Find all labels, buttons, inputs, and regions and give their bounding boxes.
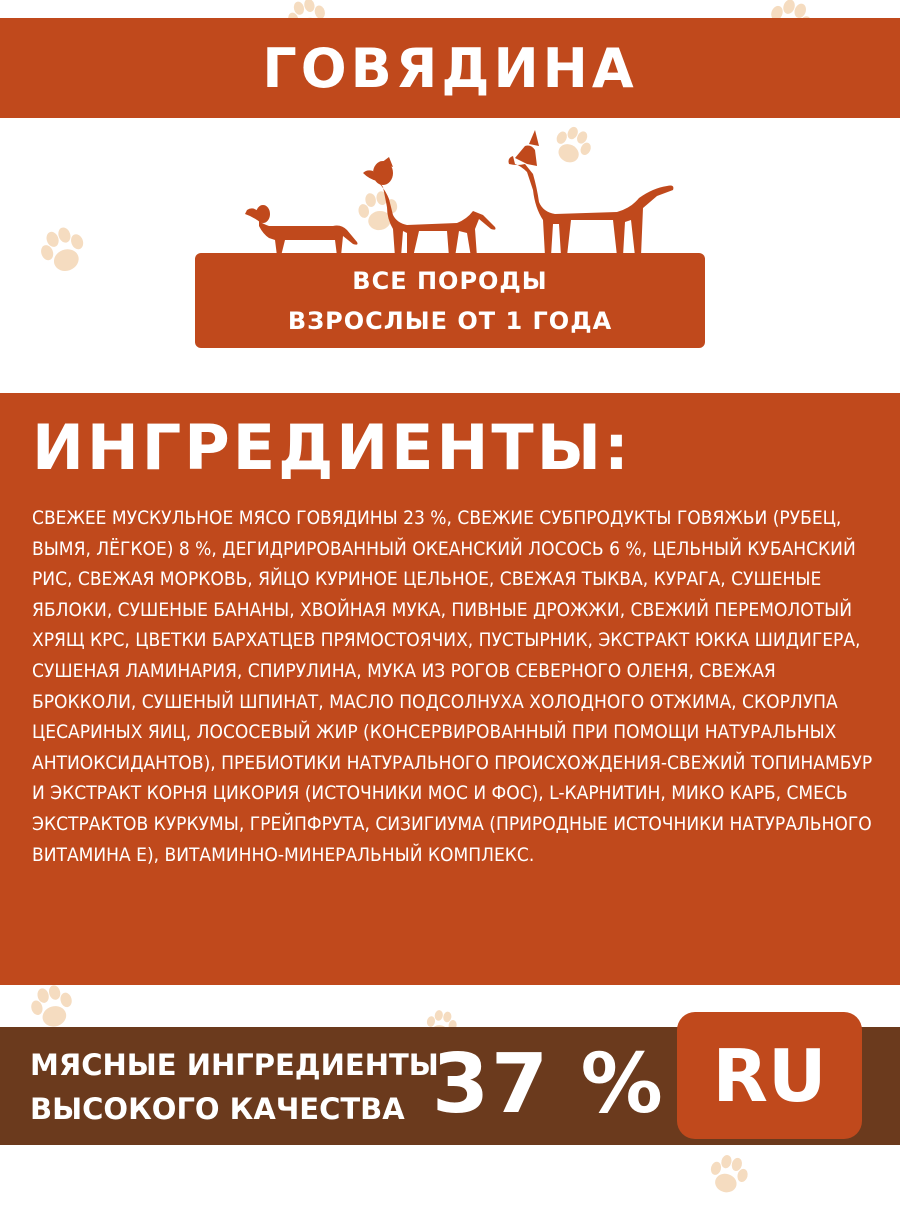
dog-silhouettes — [245, 128, 675, 258]
breed-info-box — [195, 253, 705, 348]
paw-print-icon — [26, 214, 100, 288]
meat-label-line1: МЯСНЫЕ ИНГРЕДИЕНТЫ — [30, 1048, 439, 1082]
title-banner — [0, 18, 900, 118]
language-badge — [677, 1012, 862, 1139]
ingredients-heading: ИНГРЕДИЕНТЫ: — [32, 411, 632, 484]
meat-percent: 37 % — [432, 1037, 665, 1132]
pointer-dog-icon — [363, 153, 498, 258]
language-code: RU — [712, 1033, 827, 1118]
meat-label-line2: ВЫСОКОГО КАЧЕСТВА — [30, 1092, 405, 1126]
breed-line-all-breeds: ВСЕ ПОРОДЫ — [352, 266, 548, 295]
dachshund-icon — [245, 198, 360, 258]
product-title: ГОВЯДИНА — [262, 36, 638, 100]
breed-line-age: ВЗРОСЛЫЕ ОТ 1 ГОДА — [287, 306, 613, 335]
ingredients-section — [0, 393, 900, 985]
ingredients-text: СВЕЖЕЕ МУСКУЛЬНОЕ МЯСО ГОВЯДИНЫ 23 %, СВЕЖИЕ СУБПРОДУКТЫ ГОВЯЖЬИ (РУБЕЦ, ВЫМЯ, ЛЁГКОЕ) 8 %, ДЕГИДРИРОВАННЫЙ ОКЕАНСКИЙ ЛОСОСЬ 6 %, ЦЕЛЬНЫЙ КУБАНСКИЙ РИС, СВЕЖАЯ МОРКОВЬ, ЯЙЦО КУРИНОЕ ЦЕЛЬНОЕ, СВЕЖАЯ ТЫКВА, КУРАГА, СУШЕНЫЕ ЯБЛОКИ, СУШЕНЫЕ БАНАНЫ, ХВОЙНАЯ МУКА, ПИВНЫЕ ДРОЖЖИ, СВЕЖИЙ ПЕРЕМОЛОТЫЙ ХРЯЩ КРС, ЦВЕТКИ БАРХАТЦЕВ ПРЯМОСТОЯЧИХ, ПУСТЫРНИК, ЭКСТРАКТ ЮККА ШИДИГЕРА, СУШЕНАЯ ЛАМИНАРИЯ, СПИРУЛИНА, МУКА ИЗ РОГОВ СЕВЕРНОГО ОЛЕНЯ, СВЕЖАЯ БРОККОЛИ, СУШЕНЫЙ ШПИНАТ, МАСЛО ПОДСОЛНУХА ХОЛОДНОГО ОТЖИМА, СКОРЛУПА ЦЕСАРИНЫХ ЯИЦ, ЛОСОСЕВЫЙ ЖИР (КОНСЕРВИРОВАННЫЙ ПРИ ПОМОЩИ НАТУРАЛЬНЫХ АНТИОКСИДАНТОВ), ПРЕБИОТИКИ НАТУРАЛЬНОГО ПРОИСХОЖДЕНИЯ-СВЕЖИЙ ТОПИНАМБУР И ЭКСТРАКТ КОРНЯ ЦИКОРИЯ (ИСТОЧНИКИ МОС И ФОС), L-КАРНИТИН, МИКО КАРБ, СМЕСЬ ЭКСТРАКТОВ КУРКУМЫ, ГРЕЙПФРУТА, СИЗИГИУМА (ПРИРОДНЫЕ ИСТОЧНИКИ НАТУРАЛЬНОГО ВИТАМИНА Е), ВИТАМИННО-МИНЕРАЛЬНЫЙ КОМПЛЕКС. — [32, 507, 873, 866]
great-dane-icon — [507, 128, 677, 258]
paw-print-icon — [694, 1144, 761, 1206]
meat-content-label — [30, 1043, 439, 1131]
